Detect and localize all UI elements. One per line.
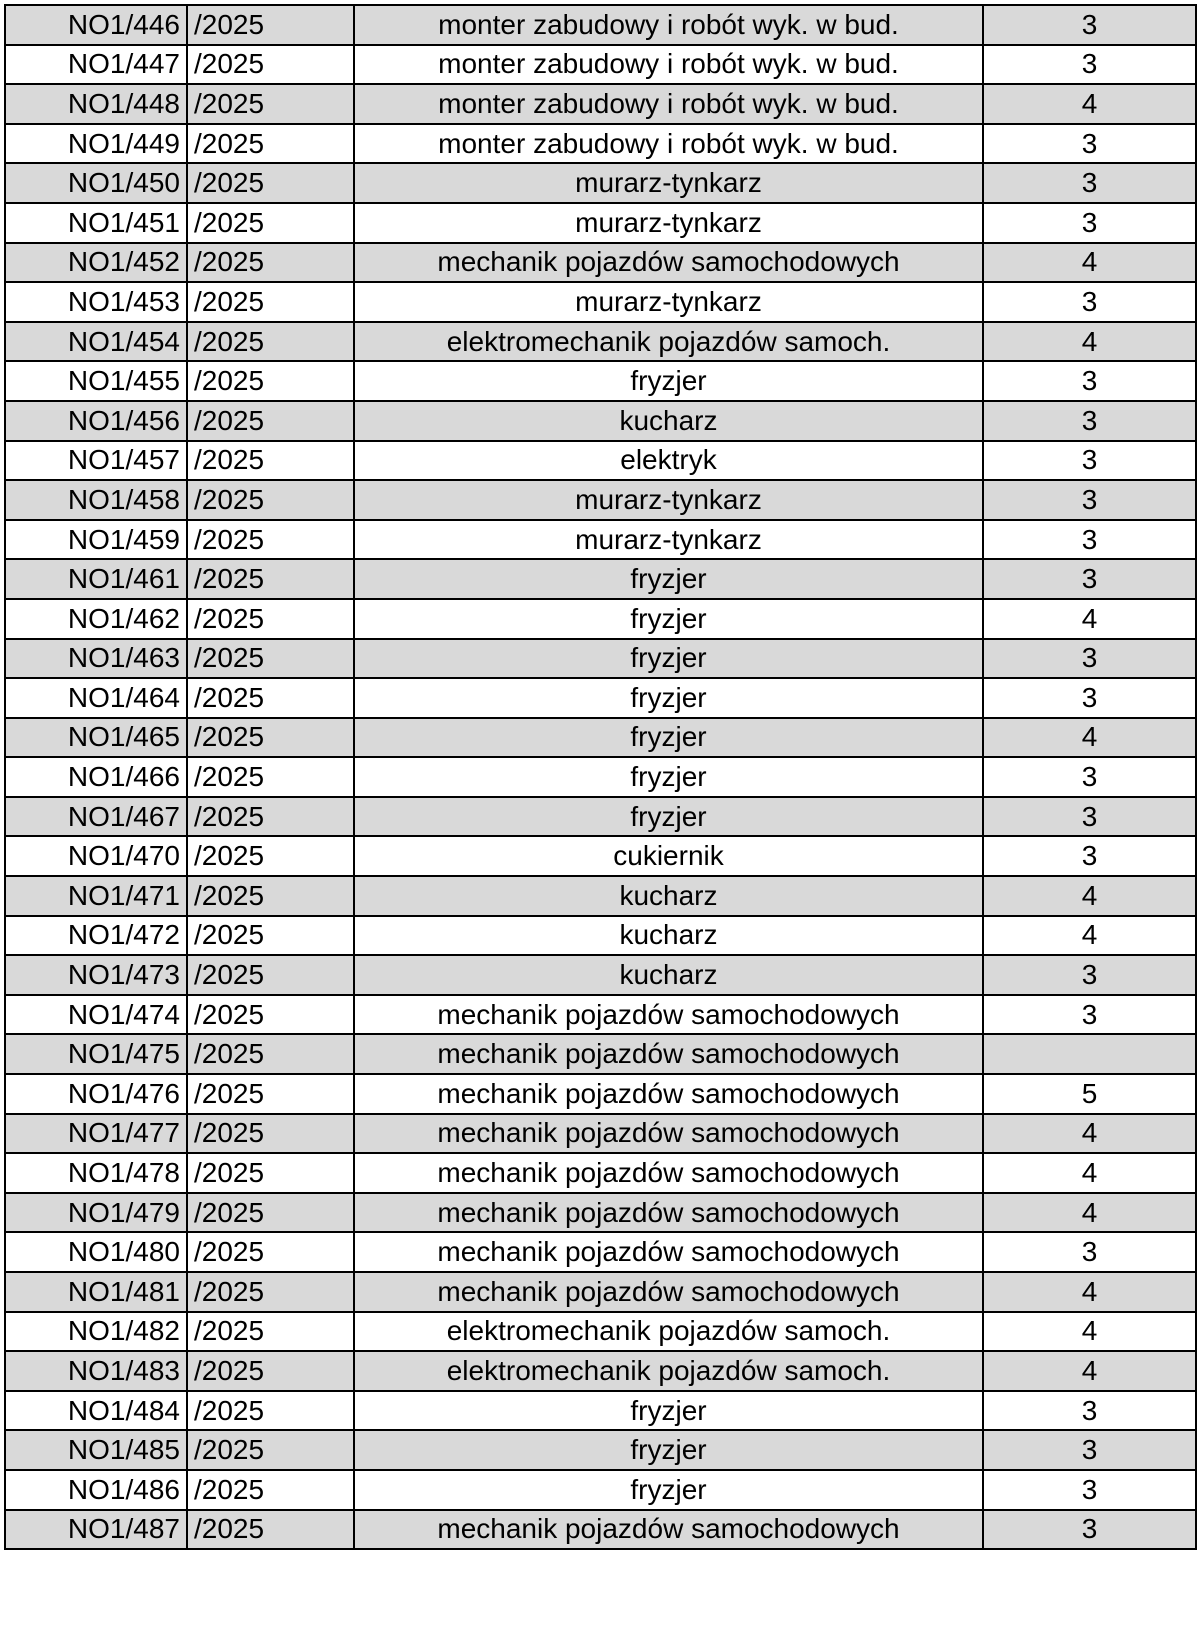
certificate-year-cell: /2025	[187, 1114, 354, 1154]
table-row	[5, 322, 1196, 362]
certificate-year-cell: /2025	[187, 995, 354, 1035]
table-row	[5, 797, 1196, 837]
certificate-number-cell: NO1/455	[5, 361, 187, 401]
certificate-year-cell: /2025	[187, 480, 354, 520]
certificate-year-cell: /2025	[187, 1034, 354, 1074]
grade-cell: 3	[983, 361, 1196, 401]
certificate-number-cell: NO1/472	[5, 916, 187, 956]
certificate-year-cell: /2025	[187, 639, 354, 679]
profession-name-cell: fryzjer	[354, 1391, 983, 1431]
profession-name-cell: fryzjer	[354, 797, 983, 837]
certificate-year-cell: /2025	[187, 1153, 354, 1193]
certificate-number-cell: NO1/479	[5, 1193, 187, 1233]
profession-name-cell: fryzjer	[354, 718, 983, 758]
grade-cell: 4	[983, 876, 1196, 916]
certificate-year-cell: /2025	[187, 322, 354, 362]
profession-name-cell: monter zabudowy i robót wyk. w bud.	[354, 5, 983, 45]
profession-name-cell: fryzjer	[354, 361, 983, 401]
certificate-year-cell: /2025	[187, 955, 354, 995]
grade-cell: 3	[983, 639, 1196, 679]
table-row	[5, 243, 1196, 283]
certificate-number-cell: NO1/451	[5, 203, 187, 243]
table-row	[5, 361, 1196, 401]
table-row	[5, 678, 1196, 718]
certificate-number-cell: NO1/480	[5, 1232, 187, 1272]
table-row	[5, 1232, 1196, 1272]
certificate-number-cell: NO1/483	[5, 1351, 187, 1391]
certificate-number-cell: NO1/473	[5, 955, 187, 995]
certificate-number-cell: NO1/462	[5, 599, 187, 639]
certificate-number-cell: NO1/463	[5, 639, 187, 679]
certificate-year-cell: /2025	[187, 401, 354, 441]
grade-cell: 3	[983, 203, 1196, 243]
grade-cell: 3	[983, 1232, 1196, 1272]
certificate-year-cell: /2025	[187, 797, 354, 837]
certificate-year-cell: /2025	[187, 1074, 354, 1114]
grade-cell: 4	[983, 322, 1196, 362]
table-row	[5, 1470, 1196, 1510]
profession-name-cell: mechanik pojazdów samochodowych	[354, 243, 983, 283]
grade-cell: 5	[983, 1074, 1196, 1114]
profession-name-cell: fryzjer	[354, 757, 983, 797]
certificate-number-cell: NO1/447	[5, 45, 187, 85]
grade-cell: 3	[983, 401, 1196, 441]
certificate-year-cell: /2025	[187, 836, 354, 876]
grade-cell: 3	[983, 995, 1196, 1035]
certificate-year-cell: /2025	[187, 916, 354, 956]
table-row	[5, 599, 1196, 639]
profession-name-cell: mechanik pojazdów samochodowych	[354, 1510, 983, 1550]
grade-cell: 4	[983, 84, 1196, 124]
table-row	[5, 1391, 1196, 1431]
grade-cell: 3	[983, 955, 1196, 995]
certificate-year-cell: /2025	[187, 1470, 354, 1510]
grade-cell: 3	[983, 45, 1196, 85]
certificate-number-cell: NO1/452	[5, 243, 187, 283]
certificate-number-cell: NO1/453	[5, 282, 187, 322]
certificate-number-cell: NO1/459	[5, 520, 187, 560]
grade-cell: 4	[983, 1114, 1196, 1154]
table-row	[5, 1193, 1196, 1233]
certificate-number-cell: NO1/465	[5, 718, 187, 758]
table-row	[5, 718, 1196, 758]
table-row	[5, 1351, 1196, 1391]
table-row	[5, 1034, 1196, 1074]
profession-name-cell: mechanik pojazdów samochodowych	[354, 1193, 983, 1233]
certificate-year-cell: /2025	[187, 1391, 354, 1431]
certificate-year-cell: /2025	[187, 678, 354, 718]
table-row	[5, 1430, 1196, 1470]
grade-cell: 4	[983, 718, 1196, 758]
grade-cell: 3	[983, 1430, 1196, 1470]
table-row	[5, 163, 1196, 203]
grade-cell: 3	[983, 1391, 1196, 1431]
exam-results-table	[4, 4, 1197, 1550]
certificate-year-cell: /2025	[187, 520, 354, 560]
profession-name-cell: murarz-tynkarz	[354, 163, 983, 203]
table-row	[5, 1272, 1196, 1312]
profession-name-cell: murarz-tynkarz	[354, 282, 983, 322]
grade-cell: 4	[983, 1193, 1196, 1233]
certificate-number-cell: NO1/474	[5, 995, 187, 1035]
profession-name-cell: kucharz	[354, 401, 983, 441]
profession-name-cell: mechanik pojazdów samochodowych	[354, 1232, 983, 1272]
profession-name-cell: fryzjer	[354, 1470, 983, 1510]
profession-name-cell: mechanik pojazdów samochodowych	[354, 995, 983, 1035]
certificate-year-cell: /2025	[187, 1272, 354, 1312]
table-row	[5, 282, 1196, 322]
table-row	[5, 639, 1196, 679]
table-row	[5, 1312, 1196, 1352]
certificate-year-cell: /2025	[187, 1430, 354, 1470]
table-row	[5, 559, 1196, 599]
certificate-number-cell: NO1/471	[5, 876, 187, 916]
certificate-number-cell: NO1/464	[5, 678, 187, 718]
profession-name-cell: cukiernik	[354, 836, 983, 876]
grade-cell: 3	[983, 163, 1196, 203]
profession-name-cell: kucharz	[354, 955, 983, 995]
certificate-number-cell: NO1/470	[5, 836, 187, 876]
certificate-number-cell: NO1/476	[5, 1074, 187, 1114]
grade-cell	[983, 1034, 1196, 1074]
profession-name-cell: kucharz	[354, 876, 983, 916]
certificate-number-cell: NO1/477	[5, 1114, 187, 1154]
table-row	[5, 916, 1196, 956]
certificate-year-cell: /2025	[187, 1232, 354, 1272]
profession-name-cell: fryzjer	[354, 639, 983, 679]
profession-name-cell: mechanik pojazdów samochodowych	[354, 1074, 983, 1114]
grade-cell: 4	[983, 599, 1196, 639]
table-row	[5, 995, 1196, 1035]
grade-cell: 3	[983, 757, 1196, 797]
certificate-number-cell: NO1/456	[5, 401, 187, 441]
certificate-number-cell: NO1/487	[5, 1510, 187, 1550]
profession-name-cell: elektromechanik pojazdów samoch.	[354, 1312, 983, 1352]
certificate-year-cell: /2025	[187, 1351, 354, 1391]
grade-cell: 3	[983, 282, 1196, 322]
certificate-year-cell: /2025	[187, 718, 354, 758]
profession-name-cell: murarz-tynkarz	[354, 480, 983, 520]
grade-cell: 3	[983, 678, 1196, 718]
profession-name-cell: monter zabudowy i robót wyk. w bud.	[354, 84, 983, 124]
certificate-number-cell: NO1/450	[5, 163, 187, 203]
certificate-number-cell: NO1/448	[5, 84, 187, 124]
certificate-year-cell: /2025	[187, 1193, 354, 1233]
table-row	[5, 480, 1196, 520]
certificate-number-cell: NO1/486	[5, 1470, 187, 1510]
certificate-year-cell: /2025	[187, 441, 354, 481]
table-row	[5, 1153, 1196, 1193]
certificate-year-cell: /2025	[187, 876, 354, 916]
grade-cell: 4	[983, 1153, 1196, 1193]
certificate-number-cell: NO1/446	[5, 5, 187, 45]
certificate-number-cell: NO1/458	[5, 480, 187, 520]
table-row	[5, 441, 1196, 481]
certificate-number-cell: NO1/478	[5, 1153, 187, 1193]
table-row	[5, 955, 1196, 995]
certificate-year-cell: /2025	[187, 361, 354, 401]
certificate-year-cell: /2025	[187, 84, 354, 124]
profession-name-cell: mechanik pojazdów samochodowych	[354, 1034, 983, 1074]
profession-name-cell: elektromechanik pojazdów samoch.	[354, 1351, 983, 1391]
certificate-year-cell: /2025	[187, 124, 354, 164]
profession-name-cell: fryzjer	[354, 559, 983, 599]
certificate-number-cell: NO1/484	[5, 1391, 187, 1431]
profession-name-cell: murarz-tynkarz	[354, 520, 983, 560]
table-row	[5, 5, 1196, 45]
grade-cell: 3	[983, 124, 1196, 164]
table-row	[5, 520, 1196, 560]
table-row	[5, 876, 1196, 916]
grade-cell: 3	[983, 797, 1196, 837]
table-row	[5, 836, 1196, 876]
table-body	[5, 5, 1196, 1549]
certificate-year-cell: /2025	[187, 1312, 354, 1352]
certificate-number-cell: NO1/457	[5, 441, 187, 481]
grade-cell: 3	[983, 520, 1196, 560]
certificate-year-cell: /2025	[187, 599, 354, 639]
grade-cell: 4	[983, 1312, 1196, 1352]
certificate-year-cell: /2025	[187, 282, 354, 322]
profession-name-cell: fryzjer	[354, 678, 983, 718]
profession-name-cell: murarz-tynkarz	[354, 203, 983, 243]
certificate-year-cell: /2025	[187, 5, 354, 45]
profession-name-cell: elektryk	[354, 441, 983, 481]
profession-name-cell: fryzjer	[354, 599, 983, 639]
profession-name-cell: kucharz	[354, 916, 983, 956]
certificate-number-cell: NO1/482	[5, 1312, 187, 1352]
certificate-number-cell: NO1/454	[5, 322, 187, 362]
grade-cell: 3	[983, 5, 1196, 45]
certificate-number-cell: NO1/449	[5, 124, 187, 164]
table-row	[5, 45, 1196, 85]
table-row	[5, 84, 1196, 124]
profession-name-cell: fryzjer	[354, 1430, 983, 1470]
certificate-year-cell: /2025	[187, 243, 354, 283]
certificate-year-cell: /2025	[187, 163, 354, 203]
certificate-number-cell: NO1/467	[5, 797, 187, 837]
grade-cell: 4	[983, 1351, 1196, 1391]
grade-cell: 3	[983, 480, 1196, 520]
certificate-number-cell: NO1/475	[5, 1034, 187, 1074]
table-row	[5, 1074, 1196, 1114]
certificate-year-cell: /2025	[187, 559, 354, 599]
table-row	[5, 124, 1196, 164]
certificate-year-cell: /2025	[187, 1510, 354, 1550]
certificate-year-cell: /2025	[187, 757, 354, 797]
certificate-number-cell: NO1/481	[5, 1272, 187, 1312]
profession-name-cell: mechanik pojazdów samochodowych	[354, 1272, 983, 1312]
profession-name-cell: monter zabudowy i robót wyk. w bud.	[354, 45, 983, 85]
table-row	[5, 1114, 1196, 1154]
grade-cell: 4	[983, 243, 1196, 283]
profession-name-cell: mechanik pojazdów samochodowych	[354, 1153, 983, 1193]
grade-cell: 4	[983, 1272, 1196, 1312]
certificate-number-cell: NO1/466	[5, 757, 187, 797]
table-row	[5, 757, 1196, 797]
profession-name-cell: monter zabudowy i robót wyk. w bud.	[354, 124, 983, 164]
grade-cell: 3	[983, 1470, 1196, 1510]
grade-cell: 3	[983, 559, 1196, 599]
certificate-year-cell: /2025	[187, 203, 354, 243]
grade-cell: 3	[983, 441, 1196, 481]
certificate-year-cell: /2025	[187, 45, 354, 85]
table-row	[5, 203, 1196, 243]
certificate-number-cell: NO1/485	[5, 1430, 187, 1470]
table-row	[5, 1510, 1196, 1550]
grade-cell: 3	[983, 836, 1196, 876]
table-row	[5, 401, 1196, 441]
grade-cell: 3	[983, 1510, 1196, 1550]
grade-cell: 4	[983, 916, 1196, 956]
profession-name-cell: mechanik pojazdów samochodowych	[354, 1114, 983, 1154]
profession-name-cell: elektromechanik pojazdów samoch.	[354, 322, 983, 362]
certificate-number-cell: NO1/461	[5, 559, 187, 599]
